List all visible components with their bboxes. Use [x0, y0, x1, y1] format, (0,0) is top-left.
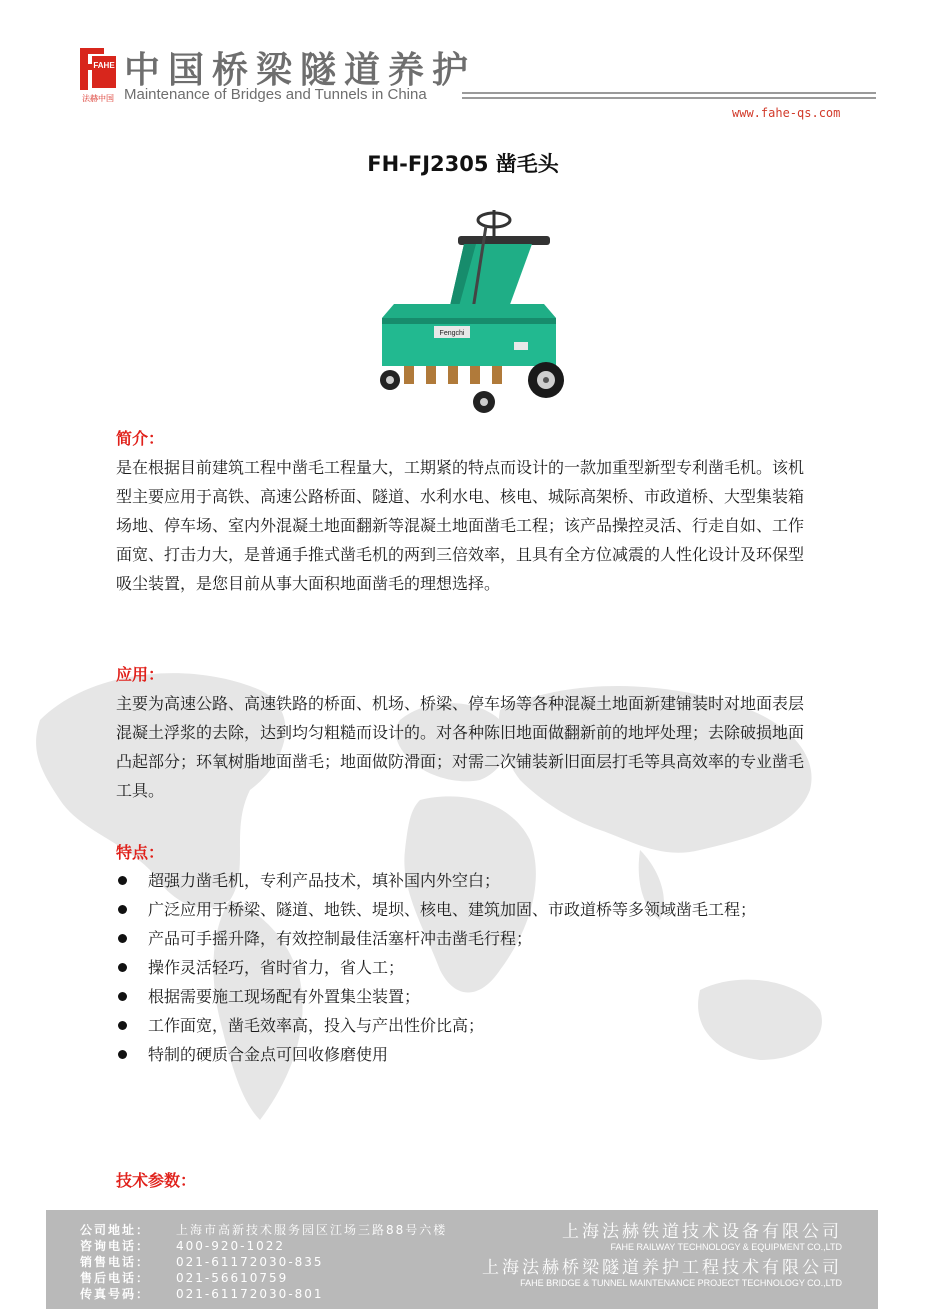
contact-label: 售后电话：	[80, 1271, 151, 1285]
contact-value[interactable]: 400-920-1022	[176, 1239, 286, 1253]
company-name-cn: 上海法赫铁道技术设备有限公司	[562, 1222, 842, 1242]
features-heading: 特点：	[116, 843, 165, 862]
brand-subtitle: Maintenance of Bridges and Tunnels in China	[124, 86, 427, 103]
application-text: 主要为高速公路、高速铁路的桥面、机场、桥梁、停车场等各种混凝土地面新建铺装时对地面表层混凝土浮浆的去除，达到均匀粗糙而设计的。对各种陈旧地面做翻新前的地坪处理；去除破损地面凸起部分；环氧树脂地面凿毛；地面做防滑面；对需二次铺装新旧面层打毛等具高效率的专业凿毛工具。	[116, 694, 805, 800]
features-list	[116, 866, 816, 1069]
contact-sales-phone	[80, 1254, 447, 1270]
machine-label: Fengchi	[439, 330, 465, 337]
contact-label: 传真号码：	[80, 1287, 151, 1301]
brand-title: 中国桥梁隧道养护	[124, 50, 477, 91]
contact-value: 上海市高新技术服务园区江场三路88号六楼	[176, 1223, 448, 1237]
list-item: 超强力凿毛机，专利产品技术，填补国内外空白；	[116, 866, 816, 895]
company-name-en: FAHE BRIDGE & TUNNEL MAINTENANCE PROJECT TECHNOLOGY CO.,LTD	[520, 1278, 842, 1288]
header-rule	[462, 97, 876, 99]
logo-caption: 法赫中国	[82, 94, 114, 103]
company-bridge	[482, 1258, 842, 1289]
list-item: 产品可手摇升降，有效控制最佳活塞杆冲击凿毛行程；	[116, 924, 816, 953]
contact-inquiry-phone	[80, 1238, 447, 1254]
contact-fax	[80, 1286, 447, 1302]
list-item: 操作灵活轻巧，省时省力，省人工；	[116, 953, 816, 982]
fahe-logo	[78, 44, 118, 104]
contact-address	[80, 1222, 447, 1238]
footer	[46, 1210, 878, 1309]
scabbler-machine-image	[368, 196, 564, 418]
list-item: 工作面宽，凿毛效率高，投入与产出性价比高；	[116, 1011, 816, 1040]
contact-label: 公司地址：	[80, 1223, 151, 1237]
page-title: FH-FJ2305 凿毛头	[367, 152, 559, 176]
list-item: 广泛应用于桥梁、隧道、地铁、堤坝、核电、建筑加固、市政道桥等多领域凿毛工程；	[116, 895, 816, 924]
contact-value[interactable]: 021-61172030-835	[176, 1255, 324, 1269]
logo-text: FAHE	[93, 61, 115, 70]
contact-label: 销售电话：	[80, 1255, 151, 1269]
contact-service-phone	[80, 1270, 447, 1286]
company-railway	[562, 1222, 842, 1253]
list-item: 特制的硬质合金点可回收修磨使用	[116, 1040, 816, 1069]
company-name-en: FAHE RAILWAY TECHNOLOGY & EQUIPMENT CO.,LTD	[610, 1242, 842, 1252]
list-item: 根据需要施工现场配有外置集尘装置；	[116, 982, 816, 1011]
website-url[interactable]: www.fahe-qs.com	[732, 106, 841, 120]
specs-heading: 技术参数：	[116, 1171, 197, 1190]
company-name-cn: 上海法赫桥梁隧道养护工程技术有限公司	[482, 1258, 842, 1278]
application-heading: 应用：	[116, 665, 165, 684]
contact-block	[80, 1222, 447, 1302]
contact-value: 021-61172030-801	[176, 1287, 324, 1301]
contact-value[interactable]: 021-56610759	[176, 1271, 289, 1285]
intro-heading: 简介：	[116, 429, 165, 448]
intro-text: 是在根据目前建筑工程中凿毛工程量大，工期紧的特点而设计的一款加重型新型专利凿毛机。该机型主要应用于高铁、高速公路桥面、隧道、水利水电、核电、城际高架桥、市政道桥、大型集装箱场地、停车场、室内外混凝土地面翻新等混凝土地面凿毛工程；该产品操控灵活、行走自如、工作面宽、打击力大，是普通手推式凿毛机的两到三倍效率，且具有全方位减震的人性化设计及环保型吸尘装置，是您目前从事大面积地面凿毛的理想选择。	[116, 458, 805, 593]
header-rule	[462, 92, 876, 94]
contact-label: 咨询电话：	[80, 1239, 151, 1253]
